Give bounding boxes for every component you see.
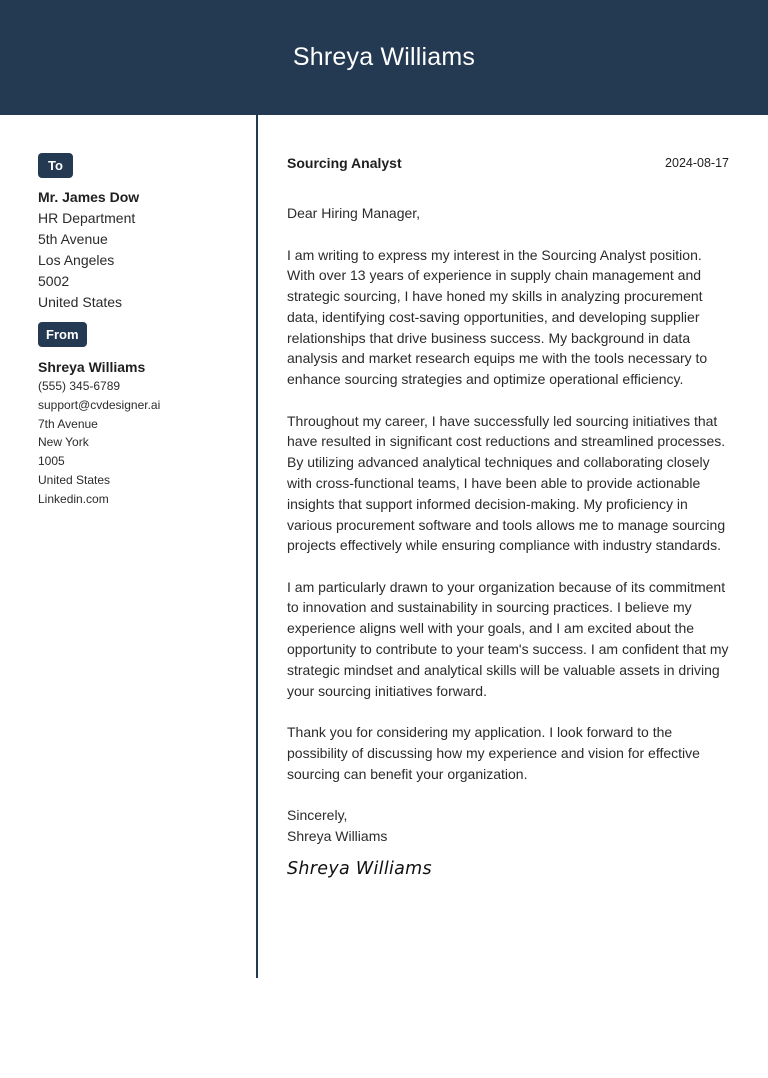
handwritten-signature: Shreya Williams	[287, 859, 432, 880]
recipient-postal-code: 5002	[38, 273, 70, 289]
job-title: Sourcing Analyst	[287, 155, 402, 171]
recipient-street: 5th Avenue	[38, 231, 108, 247]
sender-city: New York	[38, 435, 89, 450]
letter-body	[287, 153, 729, 882]
applicant-name-heading: Shreya Williams	[292, 43, 476, 71]
sender-street: 7th Avenue	[38, 416, 98, 431]
vertical-divider	[256, 115, 258, 978]
sender-postal-code: 1005	[38, 454, 65, 469]
sender-phone: (555) 345-6789	[38, 379, 121, 393]
paragraph-intro: I am writing to express my interest in the Sourcing Analyst position. With over 13 years of experience in supply chain management and strategic sourcing, I have honed my skills in analyzing procurement data, identifying cost-saving opportunities, and developing supplier relationships that drive business success. My background in data analysis and market research equips me with the tools necessary to enhance sourcing strategies and optimize operational efficiency.	[287, 246, 708, 388]
closing-block	[287, 805, 729, 847]
letter-date: 2024-08-17	[665, 156, 729, 170]
sender-linkedin: Linkedin.com	[38, 491, 109, 506]
recipient-country: United States	[38, 294, 123, 310]
closing-phrase: Sincerely,	[287, 806, 348, 823]
sender-country: United States	[38, 472, 111, 487]
letter-title-row	[287, 153, 729, 173]
closing-name: Shreya Williams	[287, 827, 388, 844]
recipient-section	[38, 153, 238, 313]
sidebar	[38, 153, 238, 509]
to-badge: To	[38, 153, 73, 178]
recipient-name: Mr. James Dow	[38, 189, 140, 205]
sender-section	[38, 322, 238, 509]
paragraph-motivation: I am particularly drawn to your organization because of its commitment to innovation and sustainability in sourcing practices. I believe my experience aligns well with your goals, and I am excited about the opportunity to contribute to your team's success. I am confident that my strategic mindset and analytical skills will be valuable assets in driving your sourcing initiatives forward.	[287, 578, 729, 699]
paragraph-experience: Throughout my career, I have successfully led sourcing initiatives that have resulted in significant cost reductions and streamlined processes. By utilizing advanced analytical techniques and collaborating closely with cross-functional teams, I have been able to provide actionable insights that support informed decision-making. My proficiency in various procurement software and tools allows me to manage sourcing projects effectively while ensuring compliance with industry standards.	[287, 412, 726, 554]
recipient-address	[38, 187, 238, 313]
sender-contact	[38, 357, 238, 509]
recipient-city: Los Angeles	[38, 252, 115, 268]
salutation: Dear Hiring Manager,	[287, 205, 421, 221]
sender-name: Shreya Williams	[38, 359, 146, 375]
from-badge: From	[38, 322, 87, 347]
header-banner	[0, 0, 768, 115]
sender-email: support@cvdesigner.ai	[38, 397, 161, 412]
recipient-department: HR Department	[38, 210, 136, 226]
paragraph-thanks: Thank you for considering my application. I look forward to the possibility of discussing how my experience and vision for effective sourcing can benefit your organization.	[287, 723, 700, 782]
